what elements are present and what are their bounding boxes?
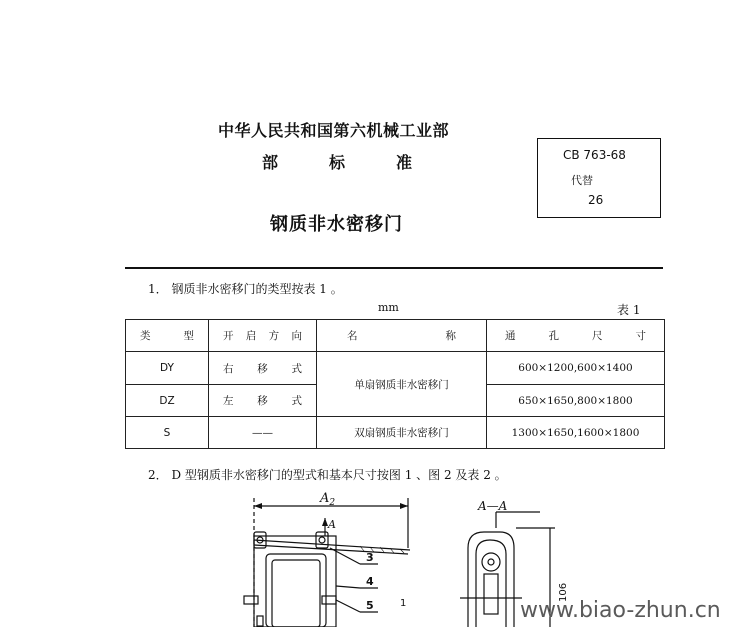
table-header-row	[126, 320, 665, 352]
cell-type: S	[126, 417, 209, 449]
header-type: 类 型	[126, 320, 209, 352]
standard-label	[262, 150, 412, 173]
section-marker-label: A	[328, 518, 336, 531]
cell-type: DZ	[126, 385, 209, 417]
track-rail	[254, 545, 408, 554]
cell-opening: 650×1650,800×1800	[487, 385, 665, 417]
standard-char-2: 标	[328, 153, 345, 172]
guide-right	[322, 596, 336, 604]
section-roller	[482, 553, 500, 571]
watermark: www.biao-zhun.cn	[520, 598, 721, 623]
roller-right	[316, 532, 328, 548]
cell-direction: ——	[209, 417, 317, 449]
cell-direction: 左 移 式	[209, 385, 317, 417]
section-2-text: 2． D 型钢质非水密移门的型式和基本尺寸按图 1 、图 2 及表 2 。	[148, 468, 507, 482]
cell-opening: 1300×1650,1600×1800	[487, 417, 665, 449]
leader-5	[336, 600, 360, 612]
cell-name-merged: 单扇钢质非水密移门	[317, 352, 487, 417]
types-table	[125, 319, 665, 449]
section-view-title: A—A	[478, 499, 508, 513]
header-opening: 通 孔 尺 寸	[487, 320, 665, 352]
section-bracket	[484, 574, 498, 614]
standard-char-1: 部	[262, 153, 279, 172]
ministry-name: 中华人民共和国第六机械工业部	[218, 121, 450, 140]
document-title: 钢质非水密移门	[270, 214, 403, 235]
replaces-label: 代替	[571, 174, 593, 187]
cell-type: DY	[126, 352, 209, 385]
table-row	[126, 352, 665, 385]
header-name: 名 称	[317, 320, 487, 352]
header-rule	[125, 267, 663, 269]
replaces-number: 26	[588, 193, 604, 207]
table-label: 表 1	[617, 303, 641, 317]
marker-1: 1	[400, 598, 407, 609]
callout-3: 3	[366, 551, 374, 564]
leader-4	[336, 586, 360, 588]
standard-code: CB 763-68	[563, 148, 626, 162]
dimension-106-label: 106	[558, 582, 569, 602]
door-opening	[272, 560, 320, 627]
header-direction: 开 启 方 向	[209, 320, 317, 352]
callout-5: 5	[366, 599, 374, 612]
dimension-a2-label: $A_2$	[320, 491, 336, 508]
standard-char-3: 准	[395, 153, 412, 172]
callout-4: 4	[366, 575, 374, 588]
unit-label: mm	[378, 301, 399, 314]
guide-left	[244, 596, 258, 604]
table-row	[126, 417, 665, 449]
section-1-text: 1． 钢质非水密移门的类型按表 1 。	[148, 282, 343, 296]
cell-opening: 600×1200,600×1400	[487, 352, 665, 385]
cell-name: 双扇钢质非水密移门	[317, 417, 487, 449]
door-panel	[266, 554, 326, 627]
section-profile	[468, 532, 514, 627]
stop-block	[257, 616, 263, 626]
cell-direction: 右 移 式	[209, 352, 317, 385]
